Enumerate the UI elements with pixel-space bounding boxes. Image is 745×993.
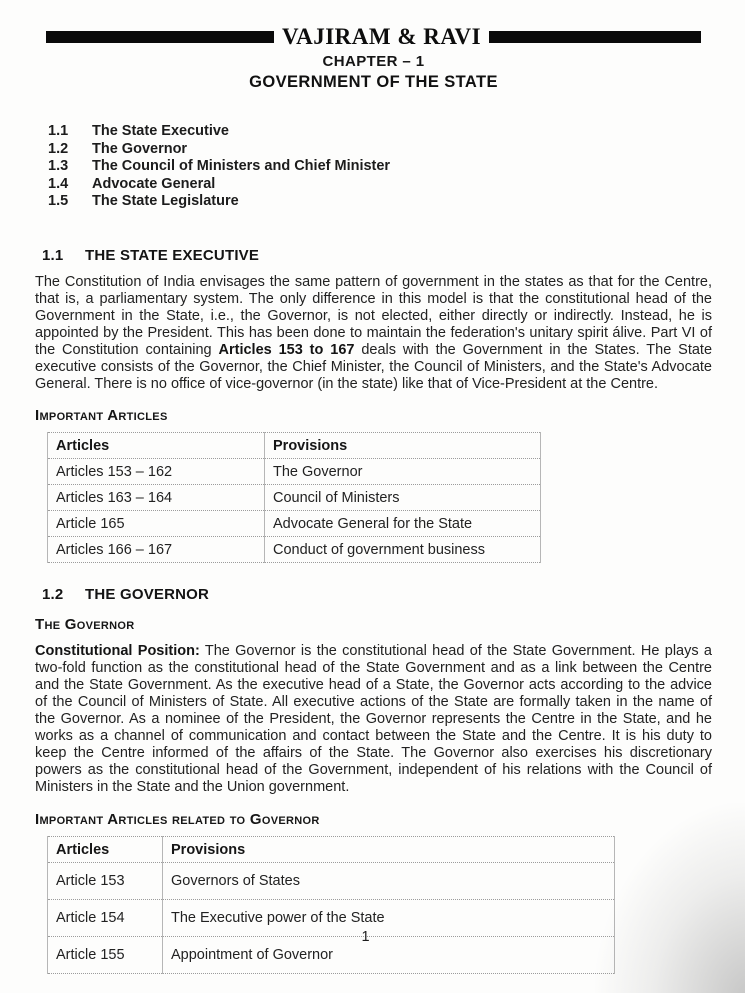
toc-item-number: 1.3 [48,158,69,174]
important-articles-caption: Important Articles [35,407,168,424]
table-header-row [48,837,615,863]
section-title: THE GOVERNOR [85,586,210,603]
brand-title: VAJIRAM & RAVI [281,24,482,49]
toc-item-label: Advocate General [92,175,216,192]
toc-item [35,193,712,211]
paragraph-text: deals with the Government in the States. The State executive consists of the Governor, the Chief Minister, the Council of Ministers, and the State's Advocate General. There is no office of vice-governor (in the state) like that of Vice-President at the Centre. [35,341,713,392]
provisions-column-header: Provisions [163,837,615,863]
toc-item-label: The State Legislature [92,193,239,209]
table-row [48,459,541,485]
articles-column-header: Articles [48,433,265,459]
important-articles-table [47,432,541,563]
toc-item-label: The Council of Ministers and Chief Minister [92,158,391,174]
section-1-2-heading [35,586,712,603]
table-row [48,537,541,563]
article-cell: Article 153 [48,863,163,900]
page-number: 1 [361,929,370,945]
section-number: 1.1 [42,246,64,264]
toc-item [35,123,712,141]
provision-cell: Conduct of government business [265,537,541,563]
toc-item [35,176,712,194]
provision-cell: Council of Ministers [265,485,541,511]
article-cell: Articles 163 – 164 [48,485,265,511]
article-cell: Articles 166 – 167 [48,537,265,563]
toc-item-number: 1.2 [48,140,69,157]
header-rule-left [46,31,274,43]
toc-item-number: 1.5 [48,193,69,209]
section-number: 1.2 [42,586,64,603]
provision-cell: Advocate General for the State [265,511,541,537]
toc-item-number: 1.1 [48,123,69,139]
page-title: GOVERNMENT OF THE STATE [249,73,498,91]
provision-cell: The Governor [265,459,541,485]
governor-subheading: The Governor [35,616,135,633]
toc-item [35,141,712,159]
paragraph-text: The Governor is the constitutional head of the State Government. He plays a two-fold function as the constitutional head of the State Government and as a link between the Centre and the State Government. As the executive head of a State, the Governor acts according to the advice of the Council of Ministers of State. All executive actions of the State are formally taken in the name of the Governor. As a nominee of the President, the Governor represents the Centre in the State, and he works as a channel of communication and contact between the State and the Centre. It is his duty to keep the Centre informed of the affairs of the State. The Governor also exercises his discretionary powers as the constitutional head of the Government, independent of his relations with the Council of Ministers in the State and the Union government. [35,643,712,795]
article-cell: Articles 153 – 162 [48,459,265,485]
table-of-contents [35,123,712,211]
constitutional-position-lead: Constitutional Position: [35,643,200,659]
section-1-2-paragraph [35,643,712,796]
governor-articles-caption: Important Articles related to Governor [35,811,320,828]
provisions-column-header: Provisions [265,433,541,459]
governor-articles-table [47,836,615,974]
table-row [48,863,615,900]
toc-item-number: 1.4 [48,175,69,192]
article-cell: Article 155 [48,937,163,974]
page-header [35,24,712,50]
article-cell: Article 165 [48,511,265,537]
section-1-1-heading [35,247,712,264]
provision-cell: Governors of States [163,863,615,900]
table-header-row [48,433,541,459]
header-rule-right [489,31,701,43]
articles-column-header: Articles [48,837,163,863]
chapter-heading: CHAPTER – 1 [322,53,425,70]
section-1-1-paragraph [35,274,712,393]
paragraph-text: The Constitution of India envisages the same pattern of government in the states as that for the Centre, that is, a parliamentary system. The only difference in this model is that the constitutional head of the Government in the State, i.e., the Governor, is not elected, either directly or indirectly. Instead, he is appointed by the President. This has been done to maintain the federation's unitary spirit álive. Part VI of the Constitution containing [35,273,712,358]
articles-range-emphasis: Articles 153 to 167 [218,341,355,358]
toc-item-label: The Governor [92,140,188,157]
toc-item [35,158,712,176]
article-cell: Article 154 [48,900,163,937]
table-row [48,485,541,511]
table-row [48,511,541,537]
provision-cell: The Executive power of the State [163,900,615,937]
provision-cell: Appointment of Governor [163,937,615,974]
section-title: THE STATE EXECUTIVE [85,246,260,264]
toc-item-label: The State Executive [92,123,229,139]
